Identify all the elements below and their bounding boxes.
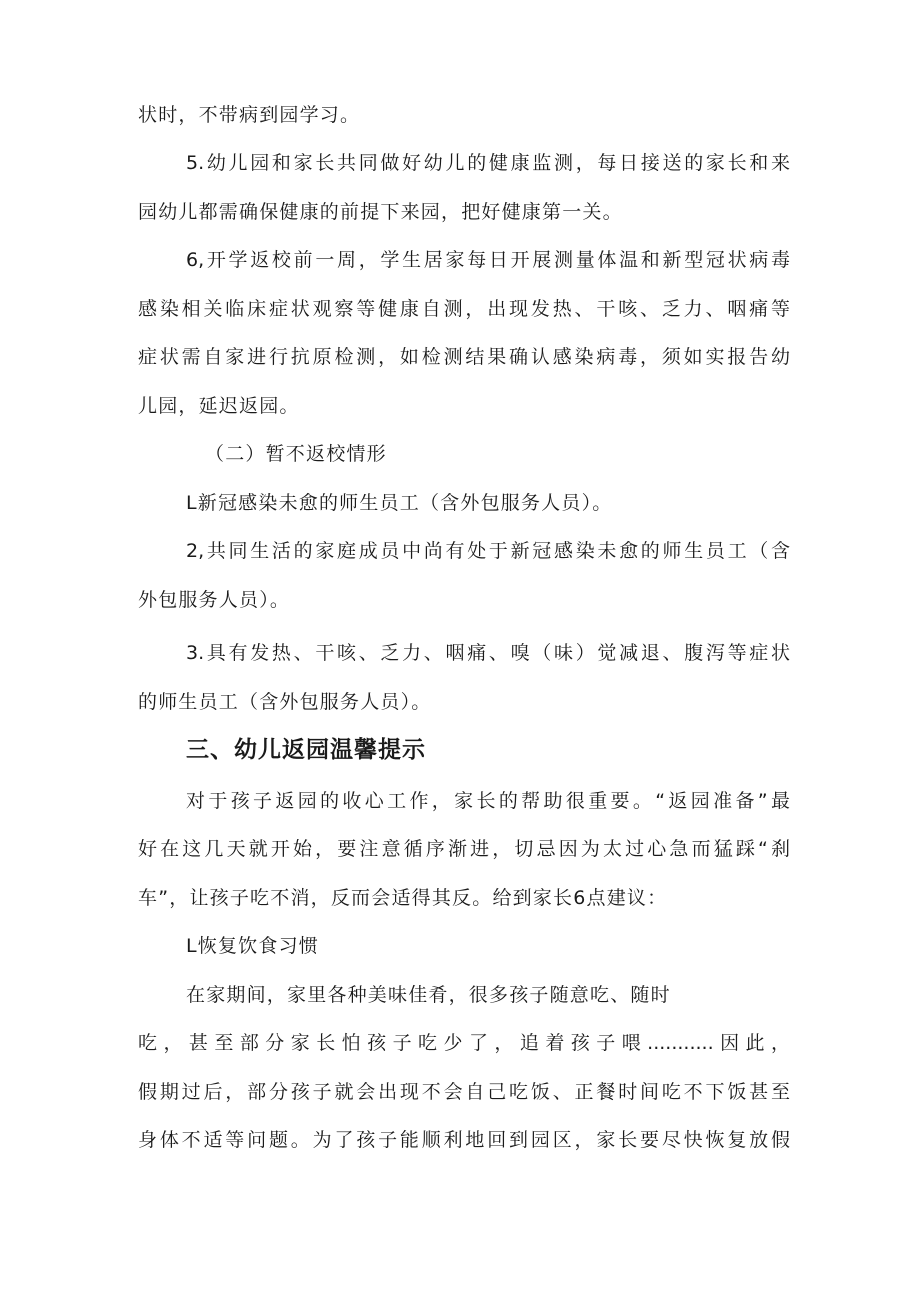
text-line: 2,共同生活的家庭成员中尚有处于新冠感染未愈的师生员工（含	[186, 540, 790, 562]
text-line: 6,开学返校前一周，学生居家每日开展测量体温和新型冠状病毒	[186, 249, 790, 271]
text-line: 身体不适等问题。为了孩子能顺利地回到园区，家长要尽快恢复放假	[138, 1129, 790, 1151]
text-line: 假期过后，部分孩子就会出现不会自己吃饭、正餐时间吃不下饭甚至	[138, 1081, 790, 1103]
text-line: 儿园，延迟返园。	[138, 395, 300, 417]
section-subtitle: （二）暂不返校情形	[205, 443, 387, 465]
text-line: L新冠感染未愈的师生员工（含外包服务人员）。	[186, 492, 613, 514]
section-heading: 三、幼儿返园温馨提示	[186, 737, 426, 763]
text-line: 园幼儿都需确保健康的前提下来园，把好健康第一关。	[138, 201, 623, 223]
text-line: 车”，让孩子吃不消，反而会适得其反。给到家长6点建议：	[138, 887, 668, 909]
list-item-title: L恢复饮食习惯	[186, 935, 319, 957]
text-line: 对于孩子返园的收心工作，家长的帮助很重要。“返园准备”最	[186, 790, 790, 812]
text-line: 3.具有发热、干咳、乏力、咽痛、嗅（味）觉减退、腹泻等症状	[186, 642, 790, 664]
text-line: 好在这几天就开始，要注意循序渐进，切忌因为太过心急而猛踩“刹	[138, 838, 790, 860]
text-line: 5.幼儿园和家长共同做好幼儿的健康监测，每日接送的家长和来	[186, 152, 790, 174]
text-line: 感染相关临床症状观察等健康自测，出现发热、干咳、乏力、咽痛等	[138, 298, 790, 320]
text-line: 外包服务人员）。	[138, 589, 291, 611]
text-line: 症状需自家进行抗原检测，如检测结果确认感染病毒，须如实报告幼	[138, 346, 790, 368]
text-line: 吃，甚至部分家长怕孩子吃少了，追着孩子喂...........因此，	[138, 1032, 790, 1054]
text-line: 在家期间，家里各种美味佳肴，很多孩子随意吃、随时	[186, 984, 671, 1006]
text-line: 的师生员工（含外包服务人员）。	[138, 691, 432, 713]
text-line: 状时，不带病到园学习。	[138, 104, 361, 126]
